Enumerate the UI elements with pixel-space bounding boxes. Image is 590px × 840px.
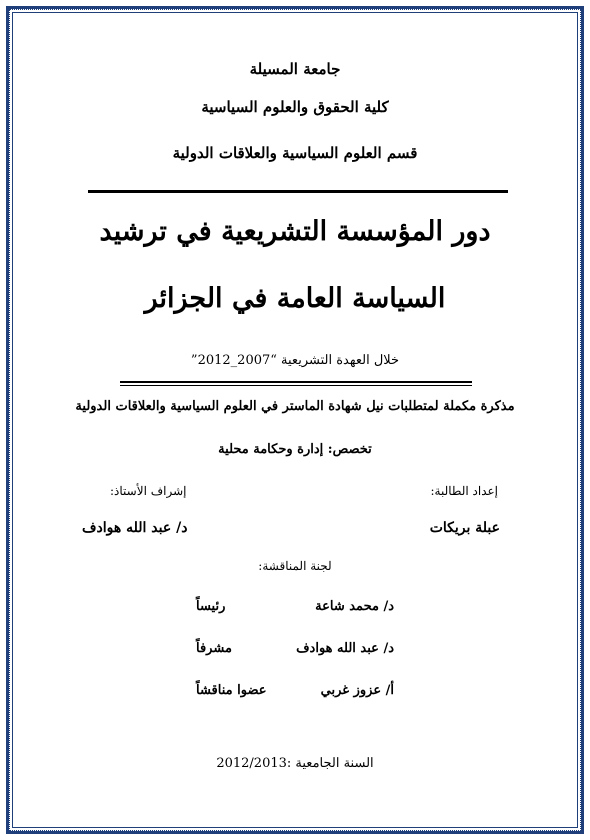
committee-label: لجنة المناقشة: — [258, 559, 332, 573]
committee-member-name: د/ محمد شاعة — [315, 599, 394, 614]
title-divider-thick — [120, 381, 472, 383]
department-name: قسم العلوم السياسية والعلاقات الدولية — [172, 144, 418, 162]
faculty-name: كلية الحقوق والعلوم السياسية — [201, 98, 389, 116]
university-name: جامعة المسيلة — [249, 60, 341, 78]
thesis-title-line2: السياسة العامة في الجزائر — [144, 283, 446, 314]
prepared-by-label: إعداد الطالبة: — [430, 484, 498, 498]
specialty: تخصص: إدارة وحكامة محلية — [218, 442, 372, 457]
thesis-title-line1: دور المؤسسة التشريعية في ترشيد — [99, 216, 491, 247]
committee-member-name: د/ عبد الله هوادف — [296, 641, 394, 656]
title-divider-thin — [120, 385, 472, 386]
student-name: عبلة بريكات — [429, 520, 500, 536]
page-border-inner — [12, 12, 578, 828]
supervisor-name: د/ عبد الله هوادف — [82, 520, 188, 536]
header-divider — [88, 190, 508, 193]
committee-member-role: رئيساً — [196, 599, 226, 614]
legislative-term: خلال العهدة التشريعية “2007_2012” — [190, 353, 400, 368]
committee-member-role: عضوا مناقشاً — [196, 683, 267, 698]
committee-member-name: أ/ عزوز غربي — [320, 683, 394, 698]
committee-member-role: مشرفاً — [196, 641, 232, 656]
memo-description: مذكرة مكملة لمتطلبات نيل شهادة الماستر في العلوم السياسية والعلاقات الدولية — [75, 399, 515, 414]
supervisor-label: إشراف الأستاذ: — [110, 484, 187, 498]
academic-year: السنة الجامعية :2012/2013 — [216, 756, 374, 771]
